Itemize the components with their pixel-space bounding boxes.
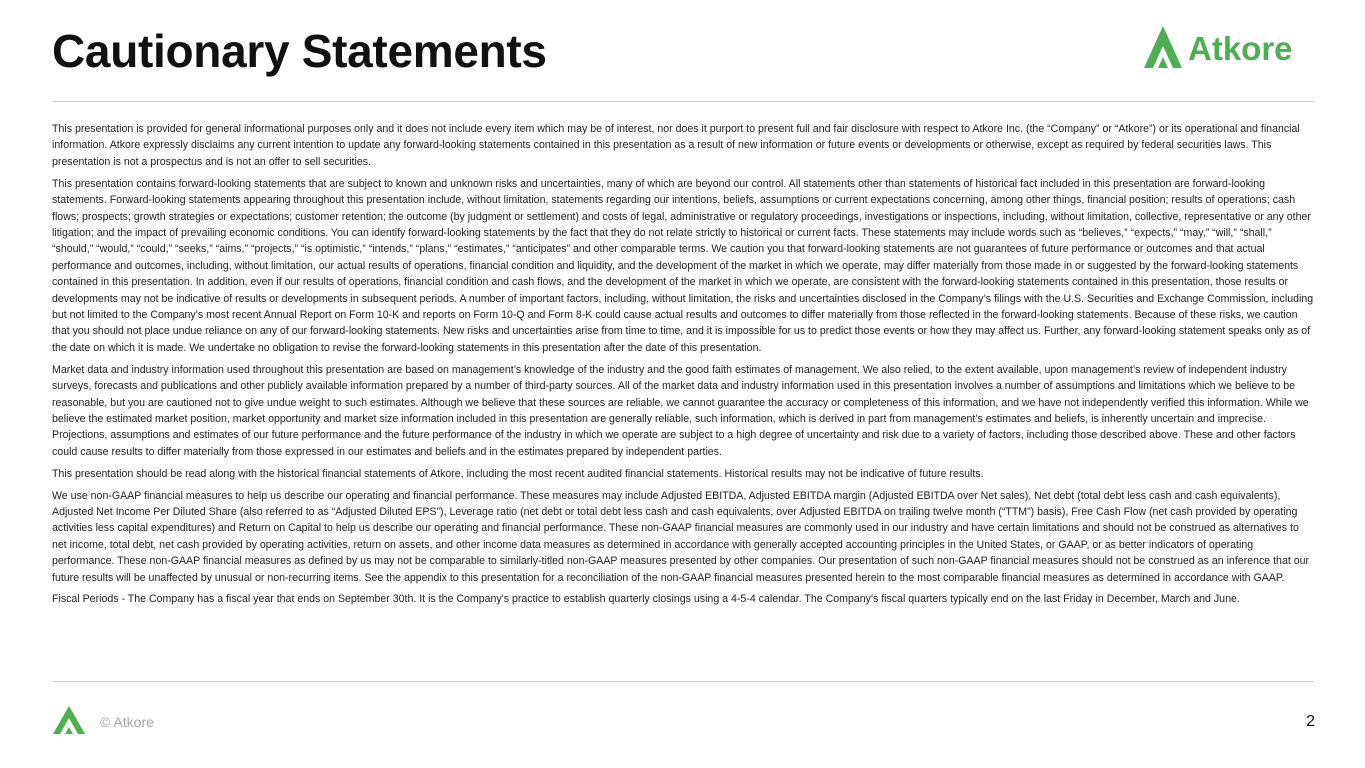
page-title: Cautionary Statements: [52, 25, 547, 77]
atkore-logo: [1142, 24, 1318, 70]
page-number: 2: [1306, 713, 1315, 730]
paragraph-market-data: Market data and industry information used throughout this presentation are based on management’s knowledge of the industry and the good faith estimates of management. We also relied, to the extent available, upon management’s review of independent industry surveys, forecasts and publications and other publicly available information prepared by a number of third-party sources. All of the market data and industry information used in this presentation involves a number of assumptions and limitations which we believe to be reasonable, but you are cautioned not to give undue weight to such estimates. Although we believe that these sources are reliable, we cannot guarantee the accuracy or completeness of this information, and we have not independently verified this information. While we believe the estimated market position, market opportunity and market size information included in this presentation are generally reliable, such information, which is derived in part from management’s estimates and beliefs, is inherently uncertain and imprecise. Projections, assumptions and estimates of our future performance and the future performance of the industry in which we operate are subject to a high degree of uncertainty and risk due to a variety of factors, including those described above. These and other factors could cause results to differ materially from those expressed in our estimates and beliefs and in the estimates prepared by independent parties.: [52, 363, 1309, 458]
atkore-triangle-small-icon: [52, 705, 88, 735]
footer-divider: [52, 681, 1314, 682]
paragraph-general-information: This presentation is provided for general informational purposes only and it does not include every item which may be of interest, nor does it purport to present full and fair disclosure with respect to Atkore Inc. (the “Company” or “Atkore”) or its operational and financial information. Atkore expressly disclaims any current intention to update any forward-looking statements contained in this presentation as a result of new information or future events or developments or otherwise, except as required by federal securities laws. This presentation is not a prospectus and is not an offer to sell securities.: [52, 123, 1300, 168]
paragraph-forward-looking-statements: This presentation contains forward-looking statements that are subject to known and unknown risks and uncertainties, many of which are beyond our control. All statements other than statements of historical fact included in this presentation are forward-looking statements. Forward-looking statements appearing throughout this presentation include, without limitation, statements regarding our intentions, beliefs, assumptions or current expectations concerning, among other things, financial position; results of operations; cash flows; prospects; growth strategies or expectations; customer retention; the outcome (by judgment or settlement) and costs of legal, administrative or regulatory proceedings, investigations or inspections, including, without limitation, collective, representative or any other litigation; and the impact of prevailing economic conditions. You can identify forward-looking statements by the fact that they do not relate strictly to historical or current facts. These statements may include words such as “believes,” “expects,” “may,” “will,” “shall,” “should,” “would,” “could,” “seeks,” “aims,” “projects,” “is optimistic,” “intends,” “plans,” “estimates,” “anticipates” and other comparable terms. We caution you that forward-looking statements are not guarantees of future performance or outcomes and that actual performance and outcomes, including, without limitation, our actual results of operations, financial condition and liquidity, and the development of the market in which we operate, may differ materially from those made in or suggested by the forward-looking statements contained in this presentation. In addition, even if our results of operations, financial condition and cash flows, and the development of the market in which we operate, are consistent with the forward-looking statements contained in this presentation, those results or developments may not be indicative of results or developments in subsequent periods. A number of important factors, including, without limitation, the risks and uncertainties disclosed in the Company’s filings with the U.S. Securities and Exchange Commission, including but not limited to the Company’s most recent Annual Report on Form 10-K and reports on Form 10-Q and Form 8-K could cause actual results and outcomes to differ materially from those reflected in the forward-looking statements. Because of these risks, we caution that you should not place undue reliance on any of our forward-looking statements. New risks and uncertainties arise from time to time, and it is impossible for us to predict those events or how they may affect us. Further, any forward-looking statement speaks only as of the date on which it is made. We undertake no obligation to revise the forward-looking statements in this presentation after the date of this presentation.: [52, 177, 1314, 354]
logo-wordmark: Atkore: [1188, 30, 1293, 67]
disclaimer-body: [52, 121, 1314, 613]
atkore-triangle-logo-icon: [1142, 24, 1318, 70]
paragraph-historical-financials: This presentation should be read along with the historical financial statements of Atkore, including the most recent audited financial statements. Historical results may not be indicative of future results.: [52, 467, 984, 480]
paragraph-fiscal-periods: Fiscal Periods - The Company has a fiscal year that ends on September 30th. It is the Company's practice to establish quarterly closings using a 4-5-4 calendar. The Company's fiscal quarters typically end on the last Friday in December, March and June.: [52, 593, 1240, 606]
paragraph-non-gaap-measures: We use non-GAAP financial measures to help us describe our operating and financial performance. These measures may include Adjusted EBITDA, Adjusted EBITDA margin (Adjusted EBITDA over Net sales), Net debt (total debt less cash and cash equivalents), Adjusted Net Income Per Diluted Share (also referred to as “Adjusted Diluted EPS”), Leverage ratio (net debt or total debt less cash and cash equivalents, over Adjusted EBITDA on trailing twelve month (“TTM”) basis), Free Cash Flow (net cash provided by operating activities less capital expenditures) and Return on Capital to help us describe our operating and financial performance. These non-GAAP financial measures are commonly used in our industry and have certain limitations and should not be construed as alternatives to net income, total debt, net cash provided by operating activities, return on assets, and other income data measures as determined in accordance with generally accepted accounting principles in the United States, or GAAP, or as better indicators of operating performance. These non-GAAP financial measures as defined by us may not be comparable to similarly-titled non-GAAP measures presented by other companies. Our presentation of such non-GAAP financial measures should not be construed as an inference that our future results will be unaffected by unusual or non-recurring items. See the appendix to this presentation for a reconciliation of the non-GAAP financial measures presented herein to the most comparable financial measures as determined in accordance with GAAP.: [52, 489, 1310, 584]
header-divider: [52, 101, 1314, 102]
copyright-notice: © Atkore: [100, 714, 154, 730]
